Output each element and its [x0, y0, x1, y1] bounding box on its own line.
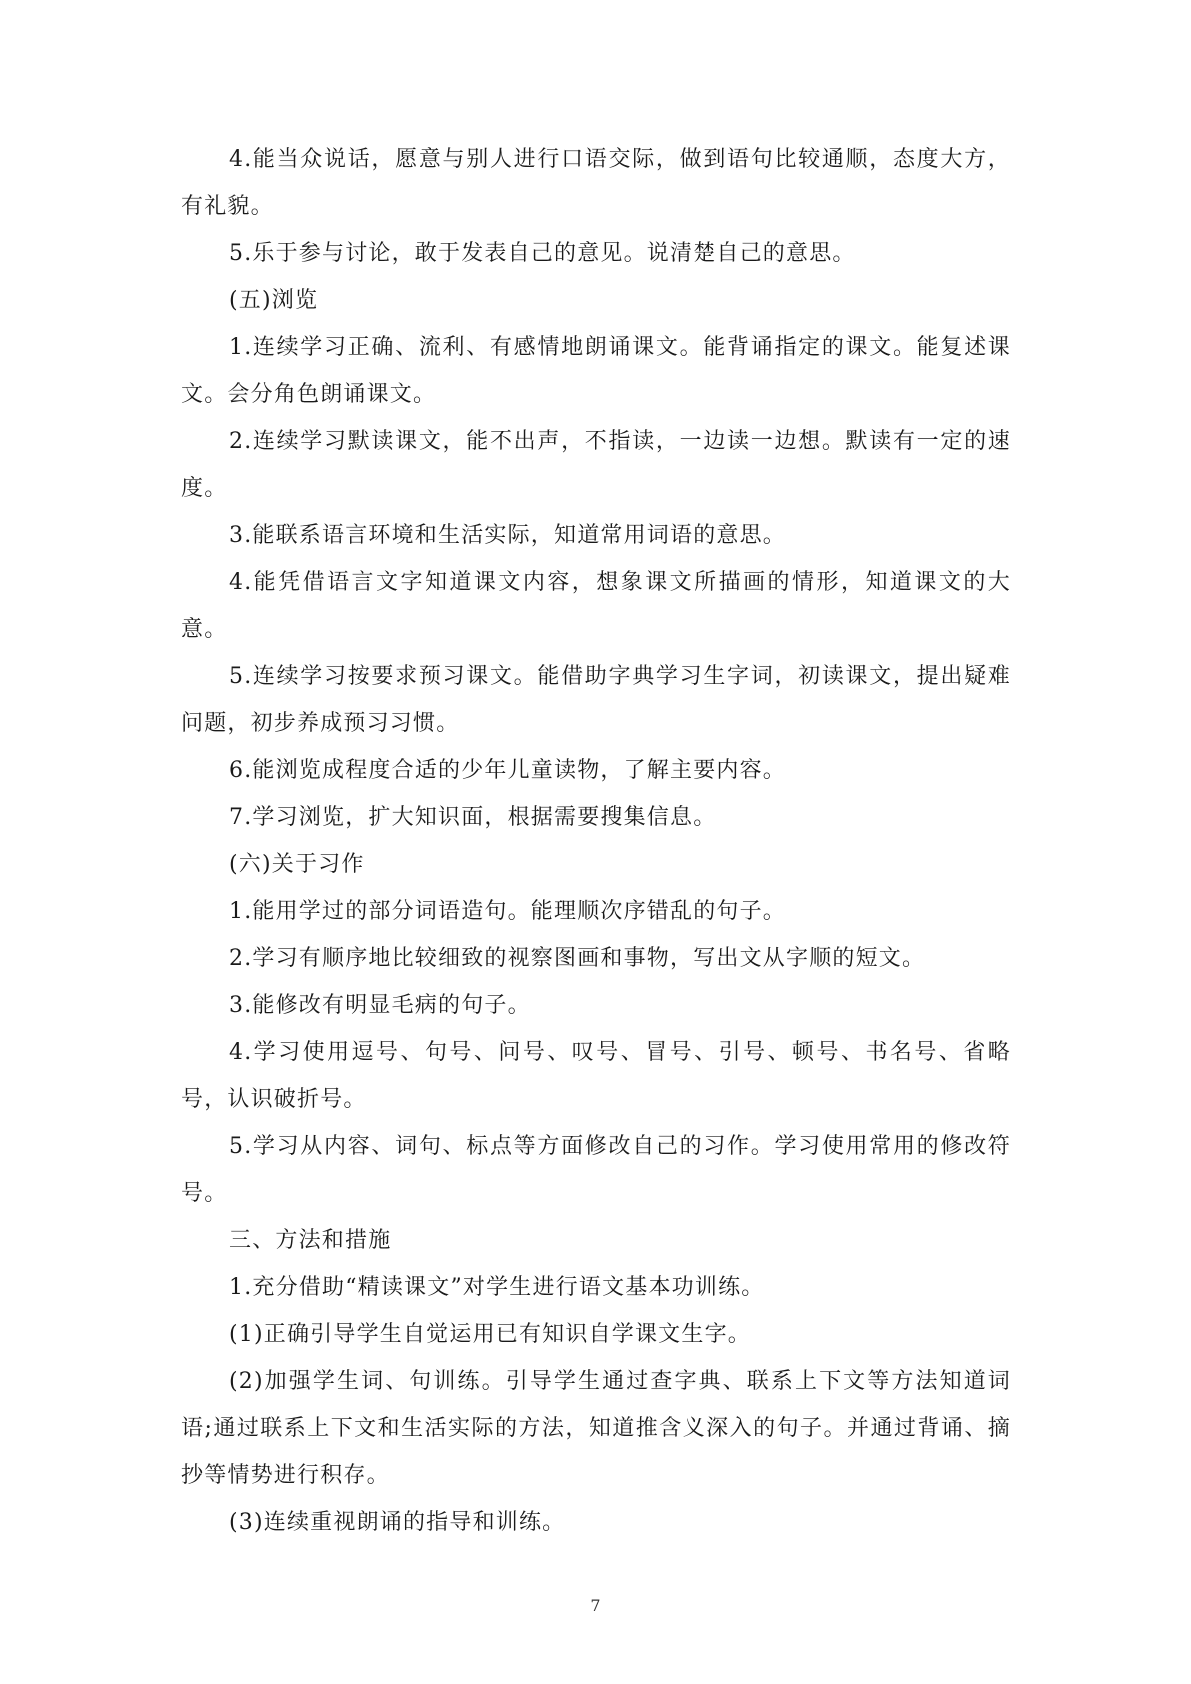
page-number: 7 [590, 1596, 601, 1615]
paragraph-speaking-5: 5.乐于参与讨论，敢于发表自己的意见。说清楚自己的意思。 [229, 241, 856, 266]
paragraph-reading-7: 7.学习浏览，扩大知识面，根据需要搜集信息。 [229, 805, 717, 830]
paragraph-reading-6: 6.能浏览成程度合适的少年儿童读物，了解主要内容。 [229, 758, 786, 783]
paragraph-methods-1-2: (2)加强学生词、句训练。引导学生通过查字典、联系上下文等方法知道词语;通过联系上下文和生活实际的方法，知道推含义深入的句子。并通过背诵、摘抄等情势进行积存。 [181, 1369, 1011, 1488]
paragraph-reading-2: 2.连续学习默读课文，能不出声，不指读，一边读一边想。默读有一定的速度。 [181, 429, 1011, 501]
paragraph-methods-1-1: (1)正确引导学生自觉运用已有知识自学课文生字。 [229, 1322, 751, 1347]
paragraph-reading-1: 1.连续学习正确、流利、有感情地朗诵课文。能背诵指定的课文。能复述课文。会分角色朗诵课文。 [181, 335, 1011, 407]
paragraph-writing-5: 5.学习从内容、词句、标点等方面修改自己的习作。学习使用常用的修改符号。 [181, 1134, 1011, 1206]
paragraph-reading-3: 3.能联系语言环境和生活实际，知道常用词语的意思。 [229, 523, 786, 548]
document-body [181, 136, 1011, 1546]
section-heading-reading: (五)浏览 [229, 288, 319, 313]
paragraph-methods-1: 1.充分借助“精读课文”对学生进行语文基本功训练。 [229, 1275, 765, 1300]
paragraph-reading-4: 4.能凭借语言文字知道课文内容，想象课文所描画的情形，知道课文的大意。 [181, 570, 1011, 642]
section-heading-writing: (六)关于习作 [229, 852, 365, 877]
paragraph-methods-1-3: (3)连续重视朗诵的指导和训练。 [229, 1510, 566, 1535]
paragraph-reading-5: 5.连续学习按要求预习课文。能借助字典学习生字词，初读课文，提出疑难问题，初步养成预习习惯。 [181, 664, 1011, 736]
paragraph-speaking-4: 4.能当众说话，愿意与别人进行口语交际，做到语句比较通顺，态度大方，有礼貌。 [181, 147, 1011, 219]
paragraph-writing-1: 1.能用学过的部分词语造句。能理顺次序错乱的句子。 [229, 899, 786, 924]
paragraph-writing-3: 3.能修改有明显毛病的句子。 [229, 993, 531, 1018]
section-heading-methods: 三、方法和措施 [229, 1228, 392, 1253]
paragraph-writing-2: 2.学习有顺序地比较细致的视察图画和事物，写出文从字顺的短文。 [229, 946, 926, 971]
paragraph-writing-4: 4.学习使用逗号、句号、问号、叹号、冒号、引号、顿号、书名号、省略号，认识破折号。 [181, 1040, 1011, 1112]
